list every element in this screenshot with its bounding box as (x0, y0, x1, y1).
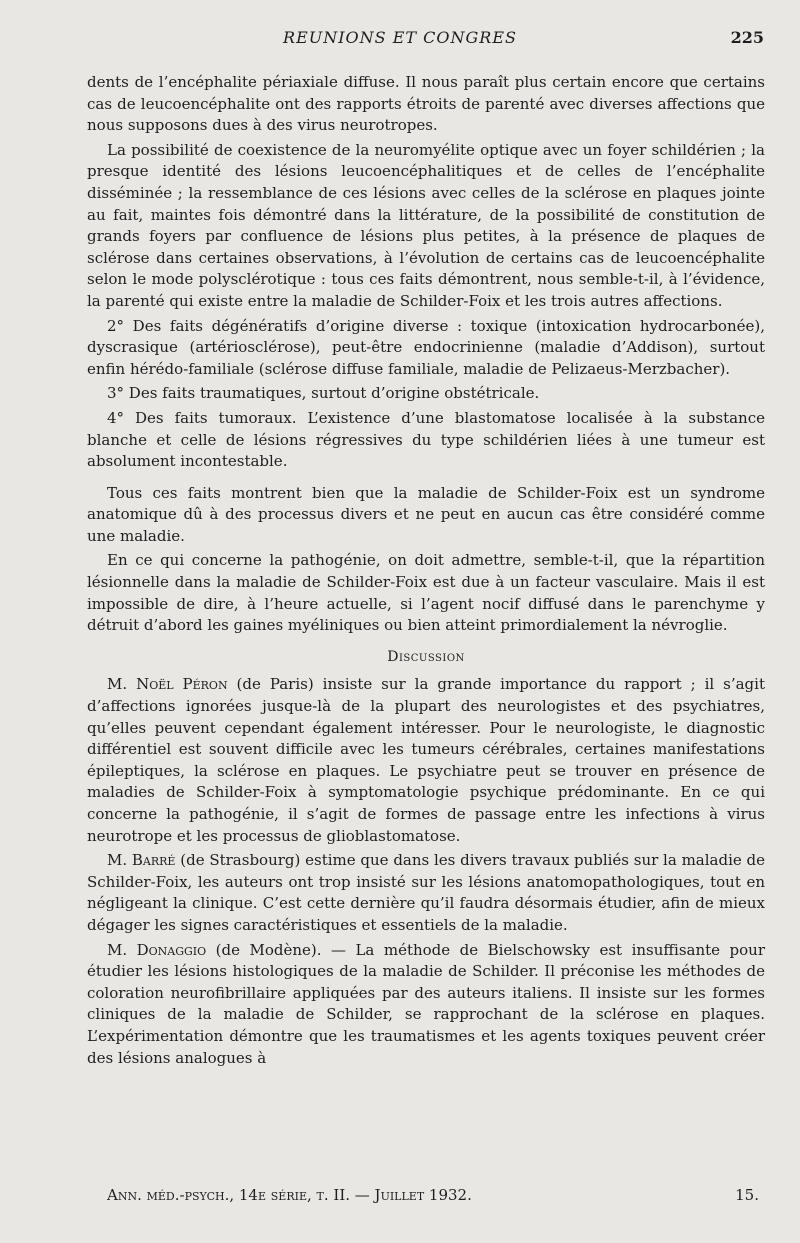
speaker-name: M. Noël Péron (107, 675, 228, 694)
entry-text: (de Modène). — La méthode de Bielschowsky est insuffisante pour étudier les lésions histologiques de la maladie de Schilder. Il préconise les méthodes de coloration neurofibrillaire appliquées par des auteurs italiens. Il insiste sur les formes cliniques de la maladie de Schilder, se rapprochant de la sclérose en plaques. L’expérimentation démontre que les traumatismes et les agents toxiques peuvent créer des lésions analogues à (87, 940, 765, 1067)
discussion-entry (87, 674, 765, 847)
paragraph: 4° Des faits tumoraux. L’existence d’une blastomatose localisée à la substance blanche et celle de lésions régressives du type schildérien liées à une tumeur est absolument incontestable. (87, 408, 765, 471)
running-head: REUNIONS ET CONGRES (283, 28, 517, 47)
paragraph: 2° Des faits dégénératifs d’origine diverse : toxique (intoxication hydrocarbonée), dyscrasique (artériosclérose), peut-être endocrinienne (maladie d’Addison), surtout enfin hérédo-familiale (sclérose diffuse familiale, maladie de Pelizaeus-Merzbacher). (87, 316, 765, 378)
paragraph: En ce qui concerne la pathogénie, on doit admettre, semble-t-il, que la répartition lésionnelle dans la maladie de Schilder-Foix est due à un facteur vasculaire. Mais il est impossible de dire, à l’heure actuelle, si l’agent nocif diffusé dans le parenchyme y détruit d’abord les gaines myéliniques ou bien atteint primordialement la névroglie. (87, 551, 765, 635)
speaker-name: M. Barré (107, 851, 176, 870)
journal-citation: Ann. méd.-psych., 14e série, t. II. — Juillet 1932. (107, 1186, 472, 1204)
paragraph: 3° Des faits traumatiques, surtout d’origine obstétricale. (107, 384, 540, 403)
section-heading-discussion: Discussion (387, 648, 465, 665)
entry-text: (de Paris) insiste sur la grande importance du rapport ; il s’agit d’affections ignorées jusque-là de la plupart des neurologistes et des psychiatres, qu’elles peuvent cependant également intéresser. Pour le neurologiste, le diagnostic différentiel est souvent difficile avec les tumeurs cérébrales, certaines manifestations épileptiques, la sclérose en plaques. Le psychiatre peut se trouver en présence de maladies de Schilder-Foix à symptomatologie psychique prédominante. En ce qui concerne la pathogénie, il s’agit de formes de passage entre les infections à virus neurotrope et les processus de glioblastomatose. (87, 675, 765, 845)
entry-text: (de Strasbourg) estime que dans les divers travaux publiés sur la maladie de Schilder-Foix, les auteurs ont trop insisté sur les lésions anatomopathologiques, tout en négligeant la clinique. C’est cette dernière qu’il faudra désormais étudier, afin de mieux dégager les signes caractéristiques et essentiels de la maladie. (87, 851, 765, 934)
paragraph: Tous ces faits montrent bien que la maladie de Schilder-Foix est un syndrome anatomique dû à des processus divers et ne peut en aucun cas être considéré comme une maladie. (87, 483, 765, 545)
signature-number: 15. (735, 1186, 759, 1204)
page-number: 225 (730, 28, 764, 47)
paragraph: dents de l’encéphalite périaxiale diffuse. Il nous paraît plus certain encore que certains cas de leucoencéphalite ont des rapports étroits de parenté avec diverses affections que nous supposons dues à des virus neurotropes. (87, 73, 765, 135)
discussion-entry (87, 850, 765, 936)
paragraph: La possibilité de coexistence de la neuromyélite optique avec un foyer schildérien ; la presque identité des lésions leucoencéphalitiques et de celles de l’encéphalite disséminée ; la ressemblance de ces lésions avec celles de la sclérose en plaques jointe au fait, maintes fois démontré dans la littérature, de la possibilité de constitution de grands foyers par confluence de lésions plus petites, à la présence de plaques de sclérose dans certaines observations, à l’évolution de certains cas de leucoencéphalite selon le mode polysclérotique : tous ces faits démontrent, nous semble-t-il, à l’évidence, la parenté qui existe entre la maladie de Schilder-Foix et les trois autres affections. (87, 140, 765, 310)
page-footer (87, 1186, 765, 1210)
discussion-entry (87, 940, 765, 1070)
speaker-name: M. Donaggio (107, 940, 207, 959)
body-text (87, 72, 765, 1072)
page-header (0, 28, 800, 52)
